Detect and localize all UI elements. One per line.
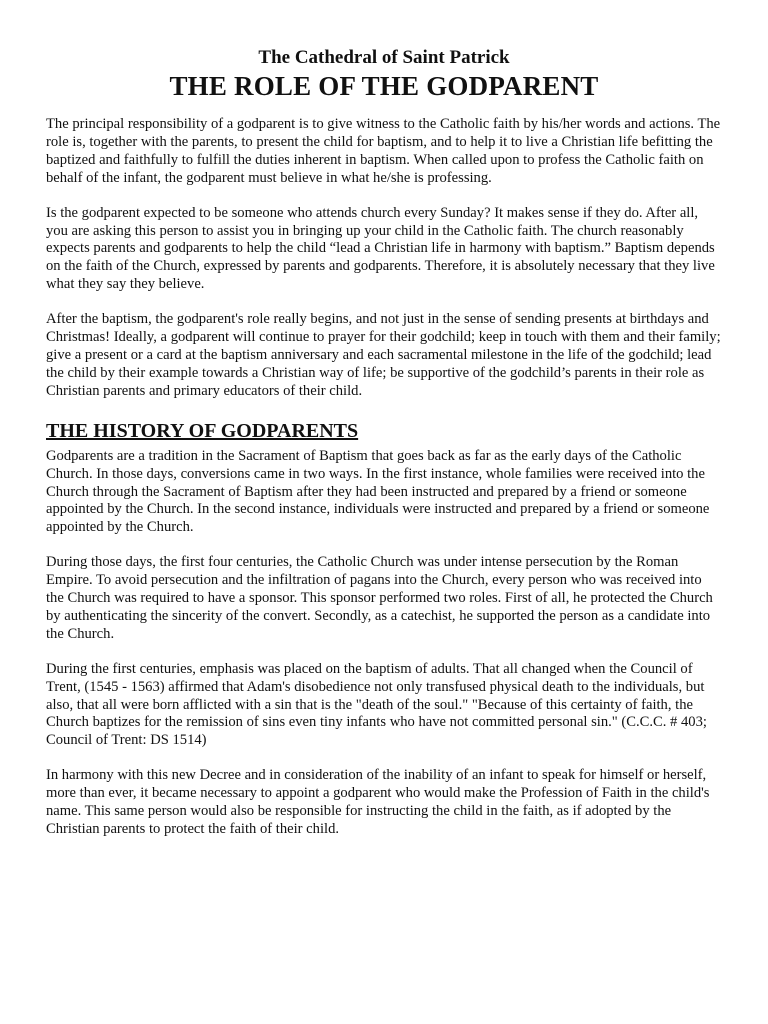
intro-paragraph-2: Is the godparent expected to be someone who attends church every Sunday? It makes sense if they do. After all, you are asking this person to assist you in bringing up your child in the Catholic faith. The church reasonably expects parents and godparents to help the child “lead a Christian life in harmony with baptism.” Baptism depends on the faith of the Church, expressed by parents and godparents. Therefore, it is absolutely necessary that they live what they say they believe. <box>46 204 715 293</box>
history-paragraph-4: In harmony with this new Decree and in consideration of the inability of an infant to speak for himself or herself, more than ever, it became necessary to appoint a godparent who would make the Profession of Faith in the child's name. This same person would also be responsible for instructing the child in the faith, as if adopted by the Christian parents to protect the faith of their child. <box>46 767 710 837</box>
document-page <box>46 46 722 856</box>
intro-paragraph-3: After the baptism, the godparent's role really begins, and not just in the sense of sending presents at birthdays and Christmas! Ideally, a godparent will continue to prayer for their godchild; keep in touch with them and their family; give a present or a card at the baptism anniversary and each sacramental milestone in the life of the godchild; lead the child by their example towards a Christian way of life; be supportive of the godchild’s parents in their role as Christian parents and primary educators of their child. <box>46 311 721 399</box>
intro-paragraph-1: The principal responsibility of a godparent is to give witness to the Catholic faith by his/her words and actions. The role is, together with the parents, to present the child for baptism, and to help it to live a Christian life befitting the baptized and faithfully to fulfill the duties inherent in baptism. When called upon to profess the Catholic faith on behalf of the infant, the godparent must believe in what he/she is professing. <box>46 116 721 186</box>
church-name: The Cathedral of Saint Patrick <box>258 47 510 68</box>
history-paragraph-2: During those days, the first four centuries, the Catholic Church was under intense persecution by the Roman Empire. To avoid persecution and the infiltration of pagans into the Church, every person who was received into the Church was required to have a sponsor. This sponsor performed two roles. First of all, he protected the Church by authenticating the sincerity of the convert. Secondly, as a catechist, he supported the person as a candidate into the Church. <box>46 554 713 642</box>
history-paragraph-1: Godparents are a tradition in the Sacrament of Baptism that goes back as far as the early days of the Catholic Church. In those days, conversions came in two ways. In the first instance, whole families were received into the Church through the Sacrament of Baptism after they had been instructed and prepared by a friend or someone appointed by the Church. In the second instance, individuals were instructed and prepared by a friend or someone appointed by the Church. <box>46 447 710 536</box>
page-title: THE ROLE OF THE GODPARENT <box>169 71 599 101</box>
history-paragraph-3: During the first centuries, emphasis was placed on the baptism of adults. That all changed when the Council of Trent, (1545 - 1563) affirmed that Adam's disobedience not only transfused physical death to the individuals, but also, that all were born afflicted with a sin that is the "death of the soul." "Because of this certainty of faith, the Church baptizes for the remission of sins even tiny infants who have not committed personal sin." (C.C.C. # 403; Council of Trent: DS 1514) <box>46 660 707 749</box>
history-heading: THE HISTORY OF GODPARENTS <box>46 419 359 442</box>
